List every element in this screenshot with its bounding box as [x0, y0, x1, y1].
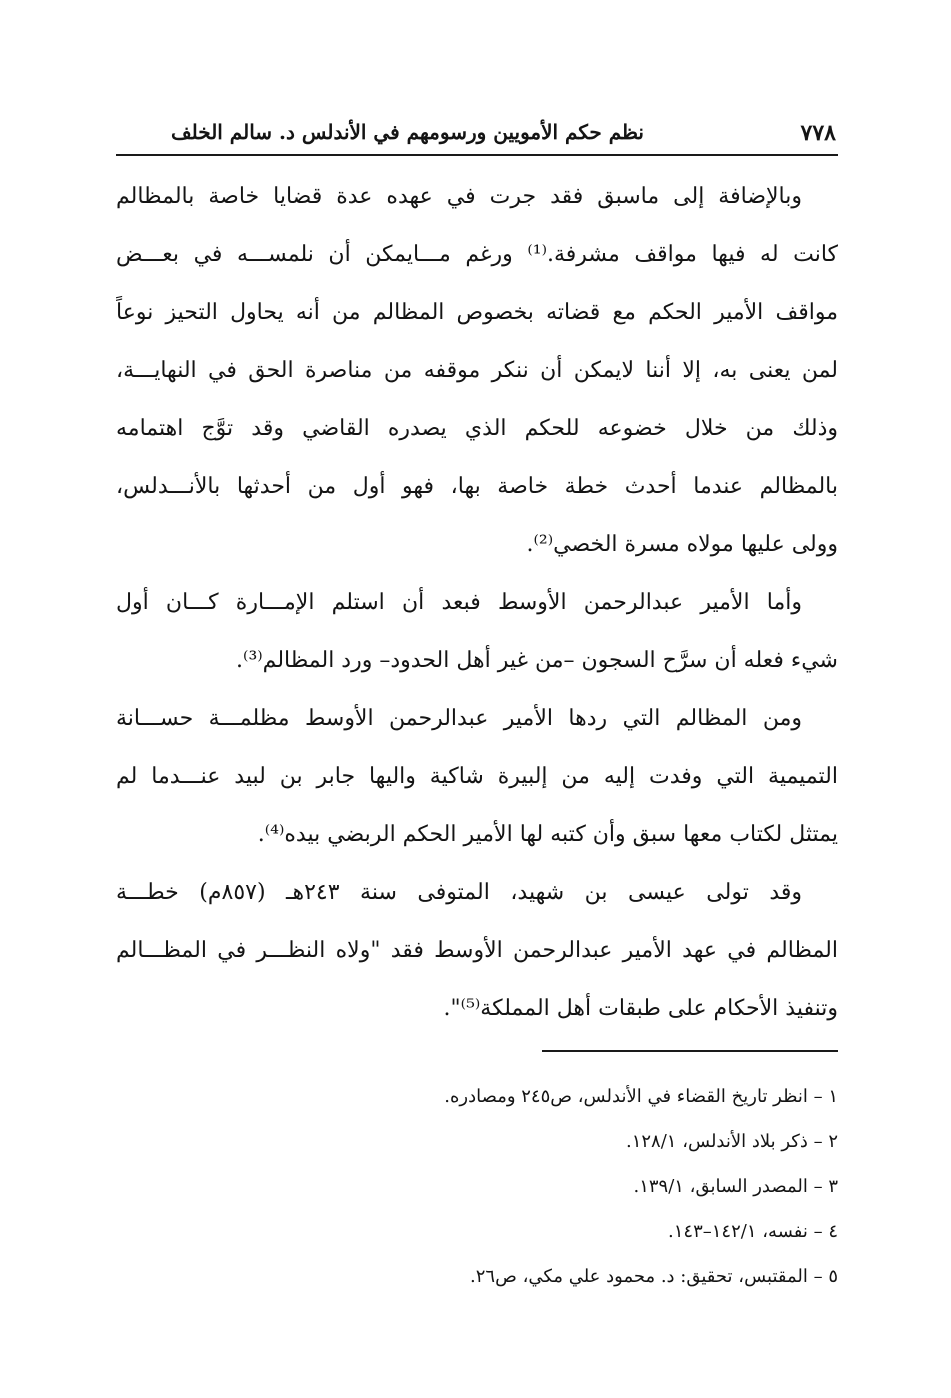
text-line: يمتثل لكتاب معها سبق وأن كتبه لها الأمير الحكم الربضي بيده⁽⁴⁾. — [257, 822, 838, 847]
text-line: التميمية التي وفدت إليه من إلبيرة شاكية واليها جابر بن لبيد عنـــدما لم — [116, 764, 838, 789]
paragraph — [116, 690, 838, 864]
footnote: ٢ – ذكر بلاد الأندلس، ١٢٨/١. — [625, 1131, 838, 1152]
book-page — [116, 118, 838, 1318]
paragraph — [116, 864, 838, 1038]
paragraph — [116, 574, 838, 690]
text-line: وأما الأمير عبدالرحمن الأوسط فبعد أن استلم الإمـــارة كـــان أول — [116, 590, 802, 615]
page-number: ٧٧٨ — [800, 120, 836, 146]
text-line: بالمظالم عندما أحدث خطة خاصة بها، فهو أول من أحدثها بالأنـــدلس، — [116, 474, 838, 499]
footnote: ١ – انظر تاريخ القضاء في الأندلس، ص٢٤٥ ومصادره. — [444, 1086, 838, 1107]
text-line: وبالإضافة إلى ماسبق فقد جرت في عهده عدة قضايا خاصة بالمظالم — [116, 184, 802, 209]
running-title: نظم حكم الأمويين ورسومهم في الأندلس د. سالم الخلف — [170, 120, 644, 144]
text-line: وولى عليها مولاه مسرة الخصي⁽²⁾. — [526, 532, 838, 557]
running-header — [116, 118, 838, 156]
text-line: كانت له فيها مواقف مشرفة.⁽¹⁾ ورغم مـــايمكن أن نلمســـه في بعـــض — [116, 242, 838, 267]
text-line: ومن المظالم التي ردها الأمير عبدالرحمن الأوسط مظلمـــة حســـانة — [116, 706, 802, 731]
footnotes — [116, 1074, 838, 1299]
text-line: لمن يعنى به، إلا أننا لايمكن أن ننكر موقفه من مناصرة الحق في النهايـــة، — [116, 358, 838, 383]
footnote: ٣ – المصدر السابق، ١٣٩/١. — [633, 1176, 838, 1197]
footnote: ٥ – المقتبس، تحقيق: د. محمود علي مكي، ص٢٦. — [470, 1266, 838, 1287]
text-line: مواقف الأمير الحكم مع قضاته بخصوص المظالم من أنه يحاول التحيز نوعاً — [116, 300, 838, 325]
footnote-separator — [542, 1050, 838, 1052]
text-line: شيء فعله أن سرَّح السجون –من غير أهل الحدود– ورد المظالم⁽³⁾. — [236, 648, 838, 673]
paragraph — [116, 168, 838, 574]
text-line: المظالم في عهد الأمير عبدالرحمن الأوسط فقد "ولاه النظـــر في المظـــالم — [116, 938, 838, 963]
text-line: وذلك من خلال خضوعه للحكم الذي يصدره القاضي وقد توَّج اهتمامه — [116, 416, 838, 441]
body-text — [116, 168, 838, 1038]
footnote: ٤ – نفسه، ١٤٢/١–١٤٣. — [668, 1221, 838, 1242]
text-line: وتنفيذ الأحكام على طبقات أهل المملكة⁽⁵⁾". — [443, 996, 838, 1021]
text-line: وقد تولى عيسى بن شهيد، المتوفى سنة ٢٤٣هـ (٨٥٧م) خطـــة — [116, 880, 803, 905]
